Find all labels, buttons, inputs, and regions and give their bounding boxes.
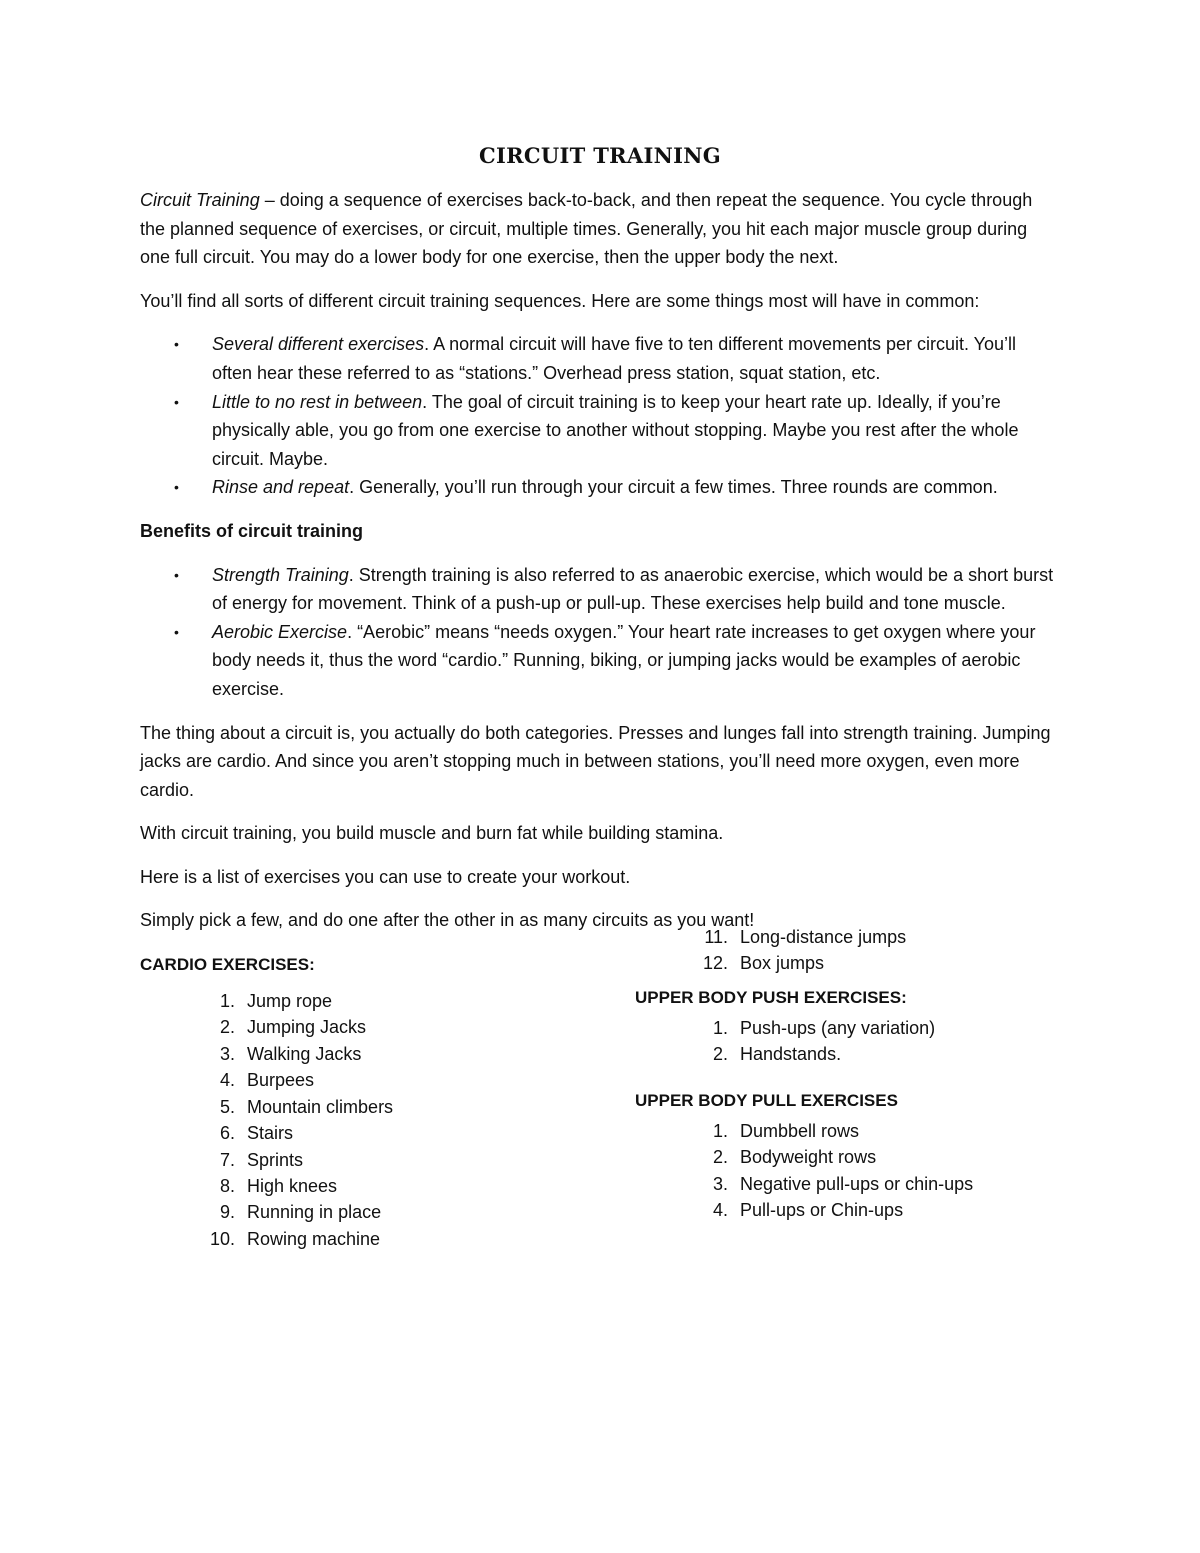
item-label: Jumping Jacks [247, 1017, 367, 1038]
list-item [140, 388, 1060, 474]
benefits-heading: Benefits of circuit training [140, 520, 364, 541]
document-page [140, 140, 1060, 1270]
item-label: Bodyweight rows [740, 1147, 877, 1168]
upper-push-heading: UPPER BODY PUSH EXERCISES: [635, 987, 907, 1007]
list-item [140, 1120, 600, 1146]
item-number: 8. [219, 1175, 235, 1196]
cardio-heading: CARDIO EXERCISES: [140, 955, 315, 975]
item-number: 11. [704, 927, 728, 948]
cardio-list-continued [635, 924, 1060, 977]
list-item [635, 1171, 1060, 1197]
list-item [140, 1041, 600, 1067]
upper-pull-heading: UPPER BODY PULL EXERCISES [635, 1090, 898, 1110]
item-term: Strength Training [212, 564, 349, 585]
benefits-list [140, 561, 1060, 704]
item-label: Push-ups (any variation) [740, 1017, 936, 1038]
item-label: Running in place [247, 1202, 382, 1223]
item-label: Walking Jacks [247, 1043, 362, 1064]
item-label: Box jumps [740, 953, 825, 974]
item-label: Handstands. [740, 1044, 842, 1065]
common-intro-paragraph: You’ll find all sorts of different circuit training sequences. Here are some things most will have in common: [140, 290, 980, 311]
item-text: . A normal circuit will have five to ten different movements per circuit. You’ll often hear these referred to as “stations.” Overhead press station, squat station, etc. [212, 334, 1017, 383]
item-text: . Strength training is also referred to as anaerobic exercise, which would be a short burst of energy for movement. Think of a push-up or pull-up. These exercises help build and tone muscle. [212, 564, 1054, 614]
item-number: 6. [219, 1123, 235, 1144]
list-item [635, 1015, 1060, 1041]
item-label: Rowing machine [247, 1228, 381, 1249]
list-item [635, 1041, 1060, 1067]
bullet-icon: • [174, 393, 179, 410]
list-item [140, 1014, 600, 1040]
item-number: 4. [219, 1070, 235, 1091]
item-number: 3. [712, 1173, 728, 1194]
item-label: Negative pull-ups or chin-ups [740, 1173, 974, 1194]
item-number: 3. [219, 1043, 235, 1064]
list-item [140, 988, 600, 1014]
body-paragraph: The thing about a circuit is, you actually do both categories. Presses and lunges fall into strength training. Jumping jacks are cardio. And since you aren’t stopping much in between stations, you’ll need more oxygen, even more cardio. [140, 722, 1051, 800]
list-item [140, 1094, 600, 1120]
item-text: . Generally, you’ll run through your circuit a few times. Three rounds are common. [349, 477, 998, 498]
bullet-icon: • [174, 566, 179, 583]
item-label: Long-distance jumps [740, 927, 907, 948]
item-label: Stairs [247, 1123, 294, 1144]
item-number: 2. [712, 1044, 728, 1065]
item-label: Jump rope [247, 991, 333, 1012]
list-item [140, 473, 1060, 502]
page-title: CIRCUIT TRAINING [479, 143, 721, 168]
item-number: 1. [712, 1017, 728, 1038]
list-item [635, 1118, 1060, 1144]
list-item [140, 330, 1060, 387]
item-text: . The goal of circuit training is to keep your heart rate up. Ideally, if you’re physically able, you go from one exercise to another without stopping. Maybe you rest after the whole circuit. Maybe. [212, 391, 1019, 469]
list-item [140, 618, 1060, 704]
item-number: 5. [219, 1096, 235, 1117]
item-label: Burpees [247, 1070, 315, 1091]
intro-text: – doing a sequence of exercises back-to-back, and then repeat the sequence. You cycle through the planned sequence of exercises, or circuit, multiple times. Generally, you hit each major muscle group during one full circuit. You may do a lower body for one exercise, then the upper body the next. [140, 190, 1033, 268]
spacer [635, 1076, 1060, 1084]
cardio-list [140, 988, 600, 1252]
list-item [140, 1147, 600, 1173]
list-item [140, 1226, 600, 1252]
item-term: Little to no rest in between [212, 391, 423, 412]
body-paragraph: Here is a list of exercises you can use to create your workout. [140, 866, 631, 887]
item-number: 12. [702, 953, 728, 974]
bullet-icon: • [174, 336, 179, 353]
exercise-columns [140, 927, 1060, 1270]
item-term: Aerobic Exercise [212, 621, 348, 642]
item-term: Rinse and repeat [212, 477, 350, 498]
left-column [140, 952, 600, 1260]
intro-paragraph [140, 186, 1060, 272]
list-item [140, 1199, 600, 1225]
item-number: 4. [712, 1199, 728, 1220]
item-number: 2. [219, 1017, 235, 1038]
list-item [140, 561, 1060, 618]
item-term: Several different exercises [212, 334, 425, 355]
list-item [635, 1197, 1060, 1223]
item-number: 2. [712, 1147, 728, 1168]
upper-pull-list [635, 1118, 1060, 1224]
list-item [140, 1173, 600, 1199]
bullet-icon: • [174, 623, 179, 640]
item-label: Dumbbell rows [740, 1120, 860, 1141]
intro-term: Circuit Training [140, 190, 260, 210]
item-text: . “Aerobic” means “needs oxygen.” Your heart rate increases to get oxygen where your body needs it, thus the word “cardio.” Running, biking, or jumping jacks would be examples of aerobic exercise. [212, 621, 1036, 699]
list-item [635, 950, 1060, 976]
body-paragraph: With circuit training, you build muscle and burn fat while building stamina. [140, 823, 724, 844]
item-label: Mountain climbers [247, 1096, 394, 1117]
item-number: 1. [712, 1120, 728, 1141]
item-number: 1. [219, 991, 235, 1012]
upper-push-list [635, 1015, 1060, 1068]
item-number: 9. [219, 1202, 235, 1223]
item-label: High knees [247, 1175, 338, 1196]
list-item [635, 1144, 1060, 1170]
item-number: 10. [209, 1228, 235, 1249]
item-number: 7. [219, 1149, 235, 1170]
list-item [140, 1067, 600, 1093]
common-features-list [140, 330, 1060, 502]
body-paragraph: Simply pick a few, and do one after the other in as many circuits as you want! [140, 910, 755, 931]
list-item [635, 924, 1060, 950]
bullet-icon: • [174, 479, 179, 496]
item-label: Sprints [247, 1149, 304, 1170]
right-column [635, 924, 1060, 1231]
item-label: Pull-ups or Chin-ups [740, 1199, 904, 1220]
